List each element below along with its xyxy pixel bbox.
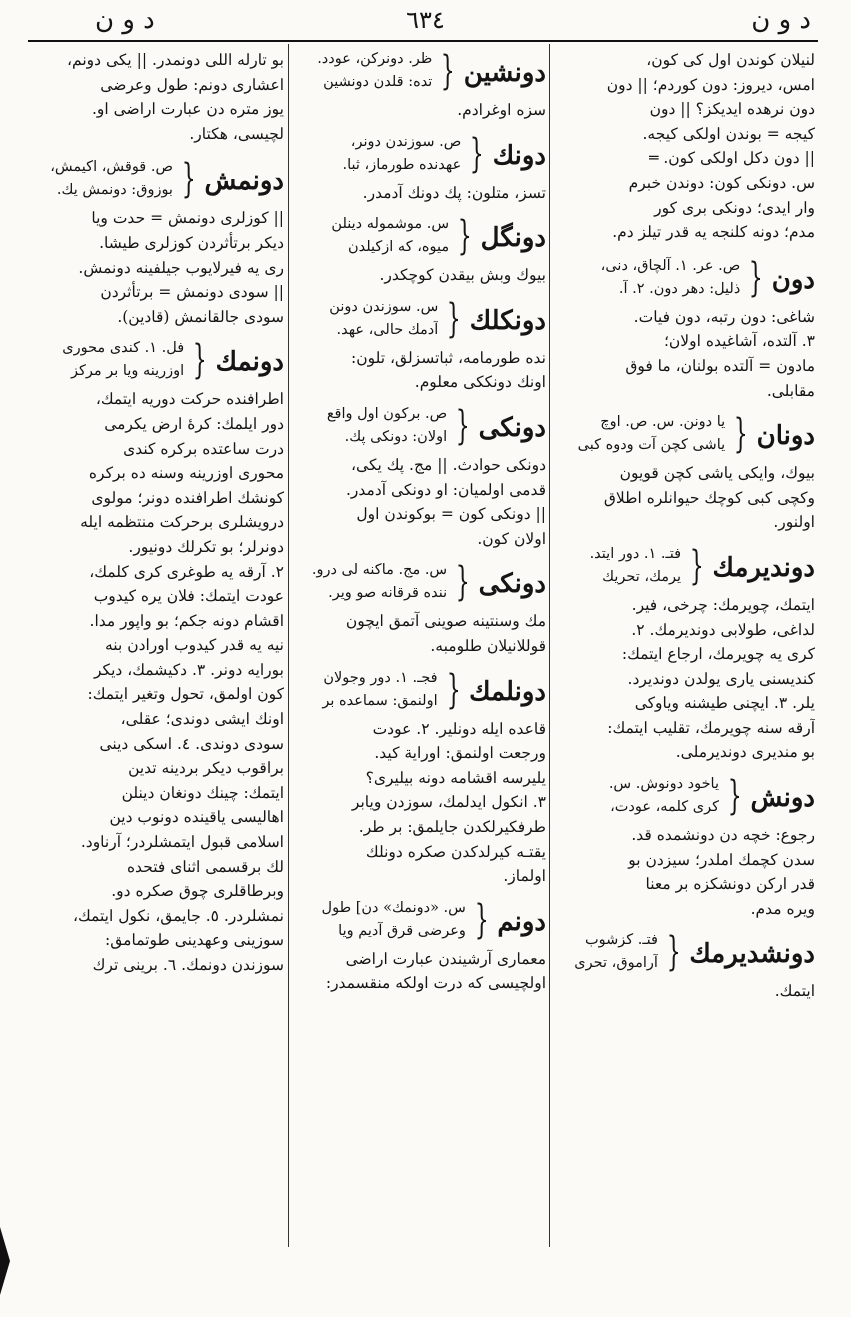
- text-line: يلر. ٣. ايچنى طيشنه وياوكى: [634, 694, 815, 713]
- text-line: دور ايلمك: كرهٔ ارض يكرمى: [104, 414, 284, 433]
- text-line: دونرلر؛ بو تكرلك دونيور.: [128, 537, 284, 556]
- text-line: سودى جالقانمش (قادين).: [117, 307, 284, 326]
- definition-line: س. سوزندن دونن: [329, 298, 439, 315]
- headword: دونك: [492, 140, 546, 171]
- definition-line: تده: قلدن دونشين: [323, 74, 433, 90]
- text-line: مادون = آلتده بولنان، ما فوق: [625, 356, 815, 375]
- text-line: سودى دوندى. ٤. اسكى دينى: [99, 734, 284, 753]
- text-line: سوزندن دونمك. ٦. برينى ترك: [92, 956, 284, 974]
- text-line: ورجعت اولنمق: اوراية كيد.: [374, 744, 546, 763]
- definition-line: س. مج. ماكنه لى درو.: [311, 562, 448, 579]
- definition-line: ياخود دونوش. س.: [608, 776, 720, 793]
- text-line: طرفكيرلكدن جايلمق: بر طر.: [358, 817, 546, 836]
- brace: {: [447, 295, 462, 342]
- text-line: كون اولمق، تحول وتغير ايتمك:: [87, 685, 284, 704]
- brace: {: [469, 130, 484, 177]
- text-line: لك برقسمى اثناى فتحده: [126, 857, 284, 876]
- dictionary-entry: [292, 403, 546, 551]
- text-line: يليرسه اقشامه دونه بيليرى؟: [365, 768, 546, 787]
- brace: {: [192, 337, 207, 384]
- brace: {: [455, 559, 470, 606]
- brace: {: [446, 666, 461, 713]
- brace: {: [457, 213, 472, 260]
- text-line: سوزينى وعهدينى طوتمامق:: [105, 931, 284, 950]
- text-line: تسز، متلون: پك دونك آدمدر.: [362, 183, 546, 202]
- column-left: [24, 48, 284, 1247]
- text-line: بو منديرى دونديرملى.: [675, 743, 815, 762]
- dictionary-entry: [24, 337, 284, 977]
- definition-line: اوزرينه ويا بر مركز: [71, 363, 185, 380]
- headword: دونان: [756, 421, 815, 452]
- text-line: نيه يه قدر كيدوب اورادن بنه: [104, 636, 284, 655]
- definition-line: ميوه، كه ازكيلدن: [347, 239, 450, 256]
- dictionary-entry: [553, 929, 815, 1004]
- definition-line: ذليل: دهر دون. ٢. آ.: [618, 280, 741, 297]
- page-number: ٦٣٤: [406, 6, 445, 34]
- text-line: كونشك اطرافنده دونر؛ مولوى: [91, 488, 284, 507]
- text-line: قاعده ايله دونلير. ٢. عودت: [372, 719, 546, 738]
- text-line: اطرافنده حركت دوريه ايتمك،: [95, 390, 284, 409]
- dictionary-entry: [553, 411, 815, 535]
- text-line: لداغى، طولابى دونديرمك. ٢.: [631, 620, 815, 639]
- headword: دونمك: [215, 347, 284, 378]
- text-line: دون نرهده ايديكز؟ || دون: [649, 100, 815, 119]
- headword: دونديرمك: [712, 552, 815, 583]
- definition-line: ص. بركون اول واقع: [326, 405, 448, 422]
- text-line: ويره مدم.: [750, 899, 815, 918]
- definition-line: وعرضى قرق آديم ويا: [338, 922, 466, 939]
- definition-line: ياشى كچن آت ودوه كبى: [577, 437, 726, 454]
- running-head-right: د و ن: [751, 5, 811, 35]
- text-line: ديكر برتأثردن كوزلرى طيشا.: [99, 233, 284, 252]
- text-line: رى يه فيرلايوب جيلفينه دونمش.: [78, 258, 284, 277]
- text-line: ايتمك: چينك دونغان دينلن: [121, 783, 284, 802]
- headword: دونم: [497, 906, 546, 937]
- text-line: درت ساعتده بركره كندى: [123, 439, 284, 458]
- text-line: اولچيسى كه درت اولكه منقسمدر:: [325, 974, 546, 993]
- text-line: || كوزلرى دونمش = حدت ويا: [91, 209, 284, 228]
- page-edge-mark: [0, 1227, 10, 1295]
- text-line: اقشام دونه جكم؛ بو واپور مدا.: [89, 611, 284, 630]
- text-line: يوز متره دن عبارت اراضى او.: [91, 100, 284, 119]
- definition-line: آدمك حالى، عهد.: [336, 321, 439, 338]
- brace: {: [689, 542, 704, 589]
- text-line: معمارى آرشيندن عبارت اراضى: [345, 949, 546, 968]
- definition-line: بوزوق: دونمش يك.: [56, 182, 173, 199]
- text-line: مدم؛ دونه كلنجه يه قدر تيلز دم.: [612, 223, 815, 242]
- definition-line: ظر. دونركن، عودد.: [317, 51, 433, 67]
- text-line: وكچى كبى كوچك حيوانلره اطلاق: [603, 488, 815, 507]
- headword: دونشديرمك: [689, 939, 815, 970]
- text-line: درويشلرى برحركت منتظمه ايله: [80, 513, 284, 532]
- definition-line: آراموق، تحرى: [574, 955, 658, 972]
- definition-line: فجـ. ١. دور وجولان: [323, 669, 438, 686]
- definition-line: ننده قرقانه صو وير.: [328, 585, 448, 602]
- text-line: كيجه = بوندن اولكى كيجه.: [642, 124, 815, 143]
- text-line: قدر اركن دونشكزه بر معنا: [645, 875, 815, 894]
- text-line: بيوك، وايكى ياشى كچن قويون: [619, 464, 815, 483]
- text-line: || دون دكل اولكى كون. ═: [649, 149, 815, 168]
- text-line: دونكى حوادث. || مج. پك يكى،: [351, 455, 546, 474]
- brace: {: [749, 254, 764, 301]
- dictionary-entry: [553, 773, 815, 921]
- text-line: اولماز.: [503, 867, 546, 886]
- text-line: نمشلردر. ٥. جايمق، نكول ايتمك،: [72, 906, 284, 925]
- text-line: اهاليسى ياقينده دونوب دين: [109, 808, 284, 827]
- text-line: شاغى: دون رتبه، دون فيات.: [633, 307, 815, 326]
- text-line: ٢. آرقه يه طوغرى كرى كلمك،: [89, 562, 284, 581]
- dictionary-entry: [292, 131, 546, 206]
- text-line: بو تارله اللى دونمدر. || يكى دونم،: [67, 51, 284, 69]
- dictionary-entry: [292, 48, 546, 123]
- text-line: قدمى اولميان: او دونكى آدمدر.: [346, 480, 546, 499]
- text-line: اونك دونككى معلوم.: [414, 373, 546, 392]
- definition-line: كرى كلمه، عودت،: [610, 799, 720, 816]
- text-line: نده طورمامه، ثباتسزلق، تلون:: [351, 348, 546, 367]
- text-line: محورى اوزرينه وسنه ده بركره: [88, 464, 284, 483]
- dictionary-entry: [292, 559, 546, 658]
- text-line: لچيسى، هكتار.: [189, 124, 284, 143]
- headword: دونگل: [480, 223, 546, 254]
- text-line: وار ايدى؛ دونكى برى كور: [654, 198, 815, 217]
- headword: دونكلك: [469, 305, 546, 336]
- brace: {: [474, 896, 489, 943]
- brace: {: [441, 48, 456, 94]
- text-line: بيوك وبش بيقدن كوچكدر.: [379, 266, 546, 285]
- running-head-left: د و ن: [95, 5, 155, 35]
- text-line: سدن كچمك املدر؛ سيزدن بو: [628, 850, 815, 869]
- headword: دونكى: [478, 412, 546, 443]
- headword: دون: [771, 264, 815, 295]
- dictionary-entry: [292, 897, 546, 996]
- column-middle: [292, 48, 546, 1247]
- text-line: براقوب ديكر بردينه تدين: [128, 759, 284, 778]
- text-line: آرقه سنه چويرمك، تقليب ايتمك:: [607, 718, 815, 737]
- text-line: س. دونكى كون: دوندن خبرم: [628, 173, 815, 192]
- text-line: مك وسنتينه صوينى آتمق ايچون: [345, 612, 546, 631]
- brace: {: [181, 156, 196, 203]
- text-line: اونك ايشى دوندى؛ عقلى،: [120, 710, 284, 729]
- header-rule: [28, 40, 818, 42]
- definition-line: فتـ. كزشوب: [584, 932, 658, 949]
- headword: دونشين: [463, 58, 546, 88]
- dictionary-entry: [553, 255, 815, 403]
- text-line: || سودى دونمش = برتأثردن: [100, 283, 284, 302]
- definition-line: س. موشموله دينلن: [331, 216, 450, 233]
- dictionary-entry: [292, 213, 546, 288]
- definition-line: فتـ. ١. دور ايتد.: [589, 545, 682, 562]
- text-line: بورايه دونر. ٣. دكيشمك، ديكر: [93, 660, 284, 679]
- brace: {: [455, 402, 470, 449]
- definition-line: ص. قوقش، اكيمش،: [50, 159, 173, 176]
- column-divider: [288, 44, 289, 1247]
- headword: دونمش: [204, 166, 284, 197]
- text-line: || دونكى كون = بوكوندن اول: [356, 505, 546, 524]
- text-line: ٣. آلتده، آشاغيده اولان؛: [664, 332, 815, 351]
- text-line: وبرطاقلرى چوق صكره دو.: [111, 882, 284, 901]
- text-line: كرى يه چويرمك، ارجاع ايتمك:: [621, 645, 815, 664]
- text-line: اسلامى قبول ايتمشلردر؛ آرناود.: [80, 833, 284, 852]
- dictionary-entry: [292, 296, 546, 395]
- headword: دونلمك: [469, 676, 546, 707]
- definition-line: اولنمق: سماعده بر: [322, 692, 438, 709]
- text-line: مقابلى.: [766, 381, 815, 400]
- definition-line: اولان: دونكى پك.: [344, 428, 448, 445]
- text-line: ايتمك.: [774, 982, 815, 1001]
- text-line: اولان كون.: [477, 529, 546, 548]
- text-line: رجوع: خچه دن دونشمده قد.: [631, 826, 815, 845]
- text-line: يقتـه كيرلدكدن صكره دونلك: [365, 842, 546, 861]
- text-line: ٣. انكول ايدلمك، سوزدن ويابر: [351, 793, 546, 812]
- definition-line: س. «دونمك» دن] طول: [321, 899, 466, 916]
- text-line: قوللانيلان طلومبه.: [430, 636, 546, 655]
- text-line: اولنور.: [773, 513, 815, 532]
- dictionary-entry: [292, 667, 546, 889]
- brace: {: [733, 411, 748, 458]
- definition-line: ص. سوزندن دونر،: [350, 133, 462, 150]
- definition-line: فل. ١. كندى محورى: [62, 340, 185, 357]
- text-line: ايتمك، چويرمك: چرخى، فير.: [631, 595, 815, 614]
- text-line: اعشارى دونم: طول وعرضى: [100, 75, 284, 94]
- definition-line: عهدنده طورماز، ثبا.: [342, 156, 462, 173]
- brace: {: [666, 929, 681, 976]
- definition-line: ص. عر. ١. آلچاق، دنى،: [600, 257, 741, 274]
- text-line: لنيلان كوندن اول كى كون،: [646, 51, 815, 69]
- definition-line: يرمك، تحريك: [602, 568, 682, 585]
- text-line: امس، ديروز: دون كوردم؛ || دون: [606, 75, 815, 94]
- dictionary-entry: [553, 543, 815, 765]
- definition-line: يا دونن. س. ص. اوچ: [600, 414, 726, 431]
- headword: دونش: [750, 783, 815, 814]
- column-right: [553, 48, 815, 1247]
- text-line: عودت ايتمك: فلان يره كيدوب: [93, 587, 284, 606]
- dictionary-entry: [24, 156, 284, 329]
- column-divider: [549, 44, 550, 1247]
- headword: دونكى: [478, 569, 546, 600]
- text-line: كنديسنى يارى يولدن دونديرد.: [627, 669, 815, 688]
- brace: {: [727, 773, 742, 820]
- text-line: سزه اوغرادم.: [457, 101, 546, 119]
